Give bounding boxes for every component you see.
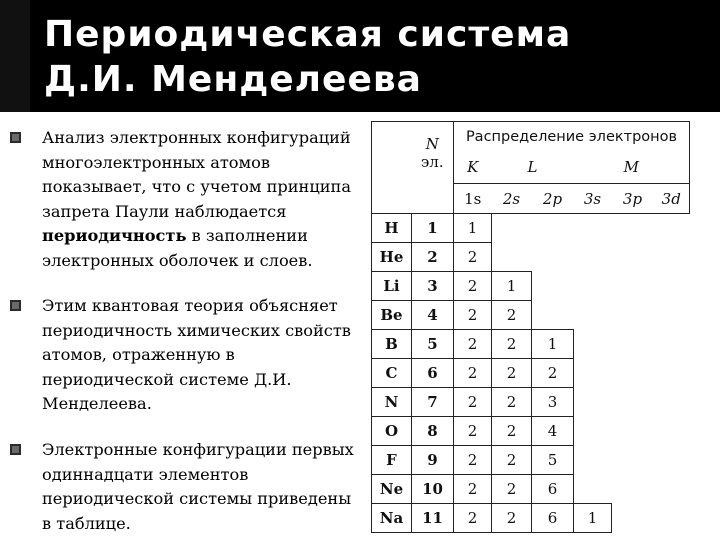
orbital-2s: 2 xyxy=(492,359,532,388)
orbital-3p xyxy=(612,359,654,388)
orbital-2s: 2 xyxy=(492,417,532,446)
bullet-1-after-bold: в заполнении xyxy=(186,226,308,245)
orbital-2s: 2 xyxy=(492,388,532,417)
orbital-3d xyxy=(654,446,690,475)
orbital-1s: 2 xyxy=(454,301,492,330)
table-row xyxy=(372,359,690,388)
orbital-3p xyxy=(612,446,654,475)
bullet-1-line-4: запрета Паули наблюдается xyxy=(42,201,287,221)
orbital-3p xyxy=(612,504,654,533)
orbital-3d xyxy=(654,504,690,533)
table-row xyxy=(372,272,690,301)
bullet-3-line-3: периодической системы приведены xyxy=(42,489,352,508)
bullet-2 xyxy=(10,294,360,417)
orbital-2p: 3 xyxy=(532,388,574,417)
orbital-2p xyxy=(532,301,574,330)
bullet-2-line-4: периодической системе Д.И. xyxy=(42,369,292,389)
orbital-3d xyxy=(654,243,690,272)
electron-count: 10 xyxy=(412,475,454,504)
orbital-3d xyxy=(654,330,690,359)
orbital-3s xyxy=(574,417,612,446)
orbital-3s xyxy=(574,214,612,243)
orbital-3d xyxy=(654,301,690,330)
header-n-label: N xyxy=(425,134,439,153)
orbital-3p xyxy=(612,272,654,301)
orbital-3s xyxy=(574,475,612,504)
orbital-2p xyxy=(532,243,574,272)
element-symbol: C xyxy=(372,359,412,388)
orbital-3s: 1 xyxy=(574,504,612,533)
orbital-3d xyxy=(654,417,690,446)
table-row xyxy=(372,388,690,417)
bullet-1-bold-term: периодичность xyxy=(42,226,187,245)
title-line-2: Д.И. Менделеева xyxy=(44,59,422,100)
orbital-3p xyxy=(612,243,654,272)
orbital-2s: 2 xyxy=(492,301,532,330)
bullet-2-line-5: Менделеева. xyxy=(42,394,152,413)
element-symbol: N xyxy=(372,388,412,417)
electron-count: 3 xyxy=(412,272,454,301)
bullet-1-line-2: многоэлектронных атомов xyxy=(42,152,271,172)
orbital-2s: 2 xyxy=(492,504,532,533)
bullet-2-line-1: Этим квантовая теория объясняет xyxy=(42,296,338,315)
bullet-3-line-1: Электронные конфигурации первых xyxy=(42,440,354,459)
bullet-1-line-1: Анализ электронных конфигураций xyxy=(42,128,351,147)
slide-title xyxy=(44,12,571,102)
orbital-3p xyxy=(612,214,654,243)
element-symbol: O xyxy=(372,417,412,446)
orbital-1s: 2 xyxy=(454,243,492,272)
bullet-1-line-3: показывает, что с учетом принципа xyxy=(42,177,351,196)
element-symbol: Ne xyxy=(372,475,412,504)
element-symbol: Na xyxy=(372,504,412,533)
bullet-2-line-3: атомов, отраженную в xyxy=(42,345,235,364)
electron-configuration-table xyxy=(371,121,690,533)
orbital-3s xyxy=(574,272,612,301)
electron-count: 1 xyxy=(412,214,454,243)
electron-count: 6 xyxy=(412,359,454,388)
element-symbol: Be xyxy=(372,301,412,330)
orbital-3s xyxy=(574,388,612,417)
table-header-n xyxy=(412,122,454,184)
table-header-1s: 1s xyxy=(454,184,492,214)
orbital-3p xyxy=(612,301,654,330)
orbital-3s xyxy=(574,446,612,475)
orbital-1s: 2 xyxy=(454,417,492,446)
orbital-3d xyxy=(654,475,690,504)
orbital-1s: 2 xyxy=(454,446,492,475)
bullet-square-icon xyxy=(10,132,21,143)
orbital-1s: 2 xyxy=(454,388,492,417)
electron-count: 7 xyxy=(412,388,454,417)
element-symbol: F xyxy=(372,446,412,475)
orbital-2p: 5 xyxy=(532,446,574,475)
electron-count: 11 xyxy=(412,504,454,533)
slide-content xyxy=(0,112,720,540)
orbital-2s xyxy=(492,214,532,243)
table-header-3s: 3s xyxy=(574,184,612,214)
orbital-1s: 2 xyxy=(454,504,492,533)
table-row xyxy=(372,214,690,243)
orbital-2p xyxy=(532,214,574,243)
orbital-1s: 2 xyxy=(454,475,492,504)
orbital-3d xyxy=(654,388,690,417)
table-row xyxy=(372,504,690,533)
electron-count: 9 xyxy=(412,446,454,475)
orbital-2s xyxy=(492,243,532,272)
orbital-2s: 2 xyxy=(492,475,532,504)
bullet-2-line-2: периодичность химических свойств xyxy=(42,320,351,340)
element-symbol: B xyxy=(372,330,412,359)
orbital-3d xyxy=(654,214,690,243)
orbital-3d xyxy=(654,272,690,301)
element-symbol: He xyxy=(372,243,412,272)
table-row xyxy=(372,475,690,504)
bullet-1-line-6: электронных оболочек и слоев. xyxy=(42,250,313,270)
table-header-3d: 3d xyxy=(654,184,690,214)
table-row xyxy=(372,243,690,272)
orbital-2s: 2 xyxy=(492,446,532,475)
orbital-2s: 1 xyxy=(492,272,532,301)
orbital-2p: 6 xyxy=(532,504,574,533)
bullet-square-icon xyxy=(10,300,21,311)
table-header-shell-m: M xyxy=(574,152,690,184)
orbital-2p xyxy=(532,272,574,301)
orbital-3s xyxy=(574,330,612,359)
orbital-2p: 4 xyxy=(532,417,574,446)
bullet-3-line-2: одиннадцати элементов xyxy=(42,464,249,484)
orbital-1s: 2 xyxy=(454,330,492,359)
table-row xyxy=(372,330,690,359)
title-band xyxy=(0,0,720,112)
orbital-2p: 1 xyxy=(532,330,574,359)
table-row xyxy=(372,446,690,475)
bullet-1 xyxy=(10,126,360,273)
table-row xyxy=(372,417,690,446)
electron-count: 2 xyxy=(412,243,454,272)
table-header-shell-l: L xyxy=(492,152,574,184)
electron-count: 4 xyxy=(412,301,454,330)
orbital-1s: 1 xyxy=(454,214,492,243)
table-header-shell-k: K xyxy=(454,152,492,184)
table-header-2p: 2p xyxy=(532,184,574,214)
table-header-blank xyxy=(412,184,454,214)
orbital-3d xyxy=(654,359,690,388)
orbital-2s: 2 xyxy=(492,330,532,359)
table-corner-cell xyxy=(372,122,412,214)
element-symbol: H xyxy=(372,214,412,243)
electron-count: 8 xyxy=(412,417,454,446)
title-line-1: Периодическая система xyxy=(44,14,572,55)
table-header-3p: 3p xyxy=(612,184,654,214)
header-n-sub: эл. xyxy=(420,152,444,171)
table-header-2s: 2s xyxy=(492,184,532,214)
table-header-distribution: Распределение электронов xyxy=(454,122,690,152)
orbital-2p: 6 xyxy=(532,475,574,504)
orbital-3p xyxy=(612,475,654,504)
orbital-1s: 2 xyxy=(454,359,492,388)
orbital-3s xyxy=(574,359,612,388)
orbital-2p: 2 xyxy=(532,359,574,388)
bullet-3 xyxy=(10,438,360,536)
bullet-square-icon xyxy=(10,444,21,455)
orbital-3p xyxy=(612,417,654,446)
electron-count: 5 xyxy=(412,330,454,359)
table-row xyxy=(372,301,690,330)
element-symbol: Li xyxy=(372,272,412,301)
orbital-3p xyxy=(612,330,654,359)
title-left-bar xyxy=(0,0,30,112)
bullet-3-line-4: в таблице. xyxy=(42,513,131,533)
orbital-3s xyxy=(574,243,612,272)
orbital-1s: 2 xyxy=(454,272,492,301)
orbital-3p xyxy=(612,388,654,417)
orbital-3s xyxy=(574,301,612,330)
